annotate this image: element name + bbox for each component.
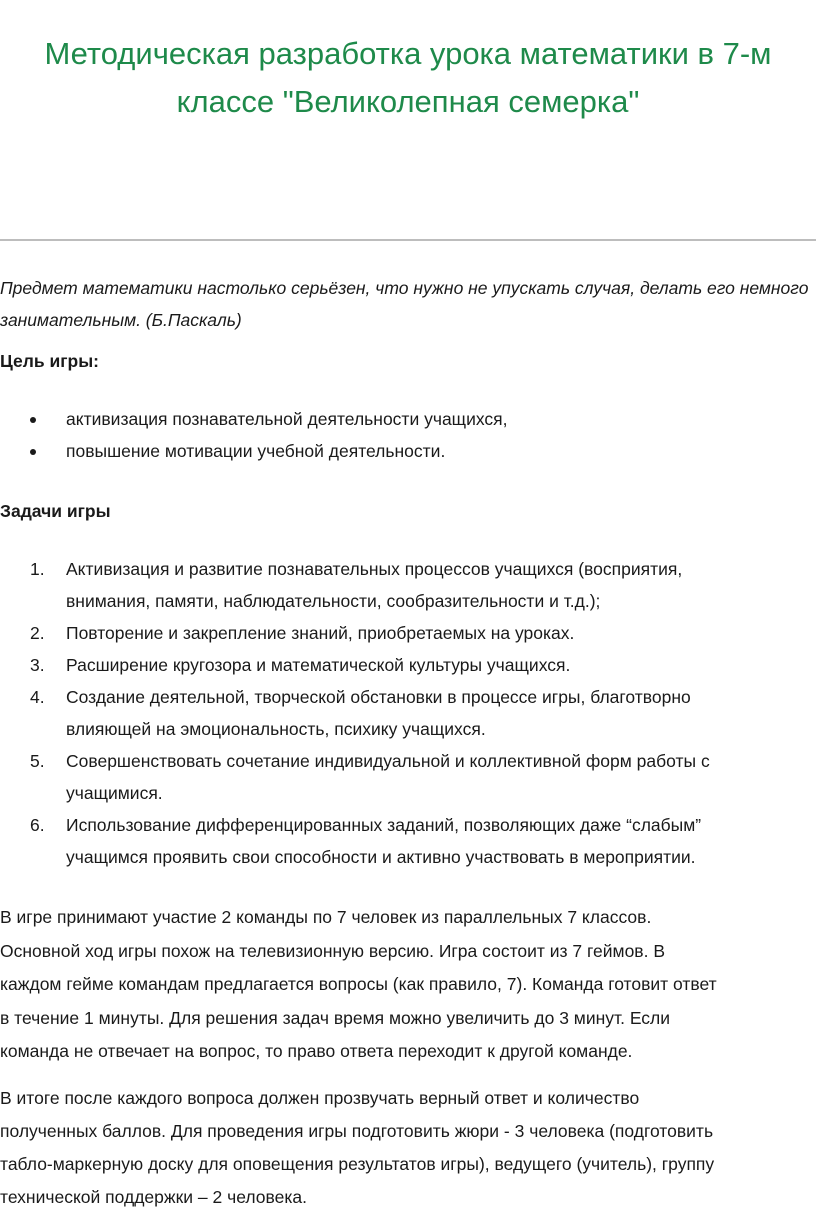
paragraph-line: В итоге после каждого вопроса должен прозвучать верный ответ и количество (0, 1088, 640, 1108)
title-line: Методическая разработка урока математики в 7-м (44, 36, 772, 71)
list-number: 5. (30, 751, 45, 771)
list-item (30, 649, 710, 681)
paragraph-line: технической поддержки – 2 человека. (0, 1187, 307, 1207)
list-item-text: Повторение и закрепление знаний, приобретаемых на уроках. (66, 623, 575, 643)
list-number: 4. (30, 687, 45, 707)
epigraph-line: Предмет математики настолько серьёзен, что нужно не упускать случая, делать его немного (0, 278, 809, 298)
paragraph-line: табло-маркерную доску для оповещения результатов игры), ведущего (учитель), группу (0, 1154, 715, 1174)
list-item-text: Использование дифференцированных заданий, позволяющих даже “слабым” (66, 815, 702, 835)
list-item (30, 553, 710, 617)
list-number: 3. (30, 655, 45, 675)
list-item-text: учащимся проявить свои способности и активно участвовать в мероприятии. (66, 847, 696, 867)
bullet-icon (30, 417, 36, 423)
epigraph (0, 272, 808, 336)
list-number: 6. (30, 815, 45, 835)
list-item-text: Создание деятельной, творческой обстановки в процессе игры, благотворно (66, 687, 691, 707)
page-title (0, 30, 816, 126)
paragraph-line: команда не отвечает на вопрос, то право ответа переходит к другой команде. (0, 1041, 633, 1061)
paragraph-line: полученных баллов. Для проведения игры подготовить жюри - 3 человека (подготовить (0, 1121, 714, 1141)
list-item (30, 435, 508, 467)
list-number: 2. (30, 623, 45, 643)
list-item-text: повышение мотивации учебной деятельности. (66, 441, 446, 461)
tasks-list (30, 553, 710, 873)
paragraph-organization (0, 1082, 714, 1214)
goals-list (30, 403, 508, 467)
paragraph-line: Основной ход игры похож на телевизионную версию. Игра состоит из 7 геймов. В (0, 940, 665, 961)
title-line: классе "Великолепная семерка" (176, 84, 640, 119)
list-item-text: Активизация и развитие познавательных процессов учащихся (восприятия, (66, 559, 683, 579)
list-item-text: внимания, памяти, наблюдательности, сообразительности и т.д.); (66, 591, 601, 611)
epigraph-line: занимательным. (Б.Паскаль) (0, 310, 242, 330)
paragraph-line: в течение 1 минуты. Для решения задач время можно увеличить до 3 минут. Если (0, 1007, 671, 1028)
paragraph-rules (0, 901, 717, 1069)
list-item (30, 745, 710, 809)
list-item (30, 617, 710, 649)
list-item-text: Расширение кругозора и математической культуры учащихся. (66, 655, 571, 675)
list-item-text: активизация познавательной деятельности учащихся, (66, 409, 508, 429)
divider (0, 239, 816, 241)
list-item (30, 809, 710, 873)
list-item-text: Совершенствовать сочетание индивидуальной и коллективной форм работы с (66, 751, 710, 771)
list-item-text: влияющей на эмоциональность, психику учащихся. (66, 719, 486, 739)
bullet-icon (30, 449, 36, 455)
list-number: 1. (30, 559, 45, 579)
goals-heading: Цель игры: (0, 351, 99, 371)
tasks-heading: Задачи игры (0, 501, 111, 521)
list-item (30, 403, 508, 435)
paragraph-line: В игре принимают участие 2 команды по 7 человек из параллельных 7 классов. (0, 907, 652, 927)
paragraph-line: каждом гейме командам предлагается вопросы (как правило, 7). Команда готовит ответ (0, 974, 717, 994)
list-item-text: учащимися. (66, 783, 163, 803)
list-item (30, 681, 710, 745)
